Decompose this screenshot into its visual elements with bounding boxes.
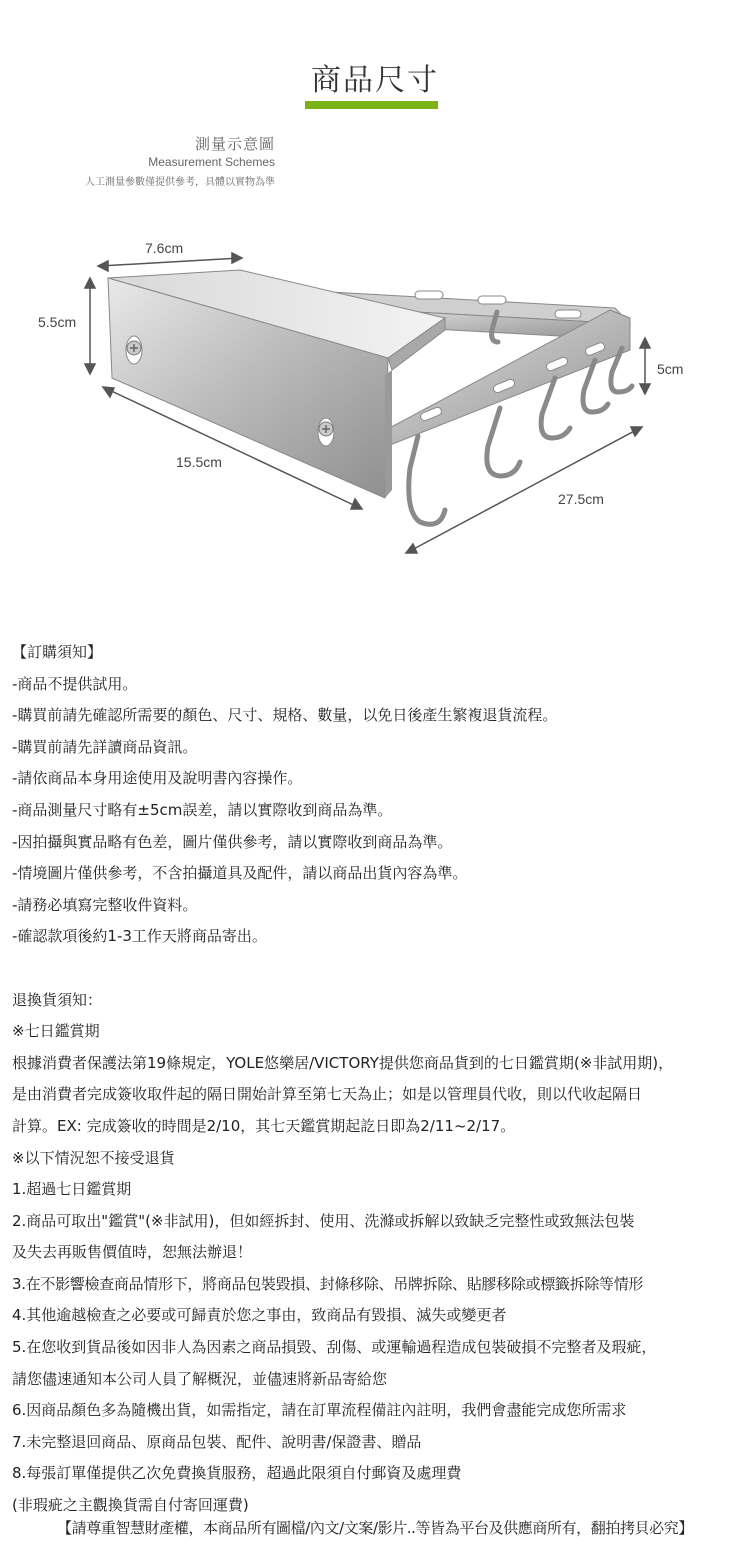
order-notice-item: -請依商品本身用途使用及說明書內容操作。	[12, 769, 303, 788]
dim-length: 27.5cm	[558, 491, 604, 507]
order-notice-item: -情境圖片僅供參考，不含拍攝道具及配件，請以商品出貨內容為準。	[12, 864, 468, 883]
product-figure	[0, 200, 750, 580]
dim-height-left: 5.5cm	[38, 314, 77, 330]
notes-section	[12, 637, 750, 1522]
scheme-title-en: Measurement Schemes	[148, 155, 275, 169]
dim-depth: 15.5cm	[176, 454, 222, 470]
order-notice-item: -確認款項後約1-3工作天將商品寄出。	[12, 927, 267, 946]
return-notice-line: 2.商品可取出"鑑賞"(※非試用)，但如經拆封、使用、洗滌或拆解以致缺乏完整性或致無法包裝	[12, 1211, 635, 1230]
section-gap	[12, 953, 750, 985]
order-notice-item: -商品不提供試用。	[12, 674, 138, 693]
order-notice-item: -請務必填寫完整收件資料。	[12, 895, 198, 914]
dim-hook-height: 5cm	[657, 361, 684, 377]
order-notice-item: -因拍攝與實品略有色差，圖片僅供參考，請以實際收到商品為準。	[12, 832, 453, 851]
return-notice-line: 是由消費者完成簽收取件起的隔日開始計算至第七天為止；如是以管理員代收，則以代收起隔日	[12, 1085, 643, 1104]
return-notice-line: 根據消費者保護法第19條規定，YOLE悠樂居/VICTORY提供您商品貨到的七日鑑賞期(※非試用期)，	[12, 1053, 674, 1072]
return-notice-line: 1.超過七日鑑賞期	[12, 1180, 132, 1199]
return-notice-line: 4.其他逾越檢查之必要或可歸責於您之事由，致商品有毀損、滅失或變更者	[12, 1306, 507, 1325]
return-notice-line: 6.因商品顏色多為隨機出貨，如需指定，請在訂單流程備註內註明，我們會盡能完成您所需求	[12, 1401, 627, 1420]
title-accent-bar	[305, 101, 438, 109]
order-notice-item: -購買前請先確認所需要的顏色、尺寸、規格、數量，以免日後產生繁複退貨流程。	[12, 706, 558, 725]
return-notice-line: 5.在您收到貨品後如因非人為因素之商品損毀、刮傷、或運輸過程造成包裝破損不完整者及瑕疵，	[12, 1338, 657, 1357]
dim-top-width: 7.6cm	[145, 240, 184, 256]
return-notice-line: 計算。EX: 完成簽收的時間是2/10，其七天鑑賞期起訖日即為2/11~2/17。	[12, 1116, 516, 1135]
return-notice-heading: 退換貨須知：	[12, 990, 103, 1009]
return-notice-line: 8.每張訂單僅提供乙次免費換貨服務，超過此限須自付郵資及處理費	[12, 1464, 462, 1483]
return-notice-line: (非瑕疵之主觀換貨需自付寄回運費)	[12, 1496, 249, 1515]
return-notice-line: ※以下情況恕不接受退貨	[12, 1148, 175, 1167]
order-notice-item: -購買前請先詳讀商品資訊。	[12, 737, 198, 756]
order-notice-item: -商品測量尺寸略有±5cm誤差，請以實際收到商品為準。	[12, 800, 393, 819]
section-title: 商品尺寸	[311, 63, 439, 98]
return-notice-line: 7.未完整退回商品、原商品包裝、配件、說明書/保證書、贈品	[12, 1432, 422, 1451]
return-notice-line: ※七日鑑賞期	[12, 1022, 100, 1041]
product-illustration	[0, 200, 750, 580]
scheme-note: 人工測量參數僅提供參考，具體以實物為準	[85, 177, 275, 188]
return-notice-line: 及失去再販售價值時，恕無法辦退！	[12, 1243, 253, 1262]
order-notice-heading: 【訂購須知】	[12, 643, 103, 661]
scheme-title-zh: 測量示意圖	[194, 135, 275, 153]
return-notice-line: 請您儘速通知本公司人員了解概況，並儘速將新品寄給您	[12, 1369, 388, 1388]
copyright-notice: 【請尊重智慧財產權，本商品所有圖檔/內文/文案/影片..等皆為平台及供應商所有，翻拍拷貝必究】	[57, 1519, 693, 1537]
return-notice-line: 3.在不影響檢查商品情形下，將商品包裝毀損、封條移除、吊牌拆除、貼膠移除或標籤拆除等情形	[12, 1274, 644, 1293]
